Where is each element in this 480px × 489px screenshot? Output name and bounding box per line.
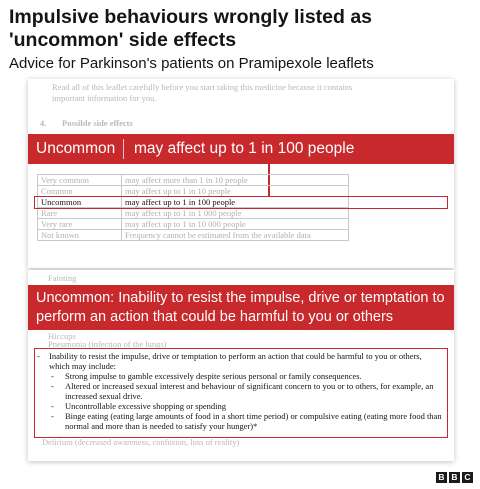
headline: Impulsive behaviours wrongly listed as 'uncommon' side effects [9,6,373,51]
frequency-term: Rare [38,208,122,219]
list-item [51,371,443,381]
frequency-description: may affect up to 1 in 100 people [122,197,349,208]
frequency-description: may affect up to 1 in 1 000 people [122,208,349,219]
faded-side-effect: Delirium (decreased awareness, confusion, loss of reality) [42,437,240,447]
banner-definition: may affect up to 1 in 100 people [134,140,355,157]
list-item [51,411,443,431]
list-intro: Inability to resist the impulse, drive or temptation to perform an action that could be harmful to you or others, which may include: [49,351,422,371]
banner-divider [123,139,124,159]
banner-term: Uncommon [36,140,116,157]
bbc-logo [436,472,473,483]
logo-letter: C [462,472,473,483]
logo-letter: B [436,472,447,483]
frequency-term: Not known [38,230,122,241]
list-item-text: Binge eating (eating large amounts of food in a short time period) or compulsive eating (eating more food than normal and more than is needed to satisfy your hunger)* [65,411,442,431]
list-item-text: Uncontrollable excessive shopping or spending [65,401,226,411]
list-item-text: Strong impulse to gamble excessively despite serious personal or family consequences. [65,371,362,381]
leaflet-excerpt-frequency [28,79,454,268]
uncommon-frequency-banner [28,134,454,164]
logo-letter: B [449,472,460,483]
list-bullet: - [51,411,54,421]
table-row [38,230,349,241]
faded-side-effect: Pneumonia (infection of the lungs) [48,339,167,349]
table-row [38,208,349,219]
frequency-term: Very common [38,175,122,186]
section-title: Possible side effects [62,118,133,128]
table-row [38,219,349,230]
frequency-description: may affect up to 1 in 10 000 people [122,219,349,230]
list-dash: - [37,351,40,361]
frequency-term: Common [38,186,122,197]
frequency-term: Uncommon [38,197,122,208]
impulse-control-banner [28,285,454,330]
list-item-text: Altered or increased sexual interest and behaviour of significant concern to you or to others, for example, an increased sexual drive. [65,381,434,401]
subtitle: Advice for Parkinson's patients on Pramipexole leaflets [9,55,374,72]
frequency-description: may affect up to 1 in 10 people [122,186,349,197]
list-bullet: - [51,381,54,391]
list-bullet: - [51,371,54,381]
section-number: 4. [40,118,47,128]
uncommon-row-highlight-box [34,196,448,209]
impulse-behaviour-list [34,348,448,438]
leaflet-excerpt-side-effects [28,270,454,461]
frequency-description: Frequency cannot be estimated from the available data [122,230,349,241]
faded-side-effect: Fainting [48,273,77,283]
leaflet-intro-line: Read all of this leaflet carefully before you start taking this medicine because it contains [52,82,353,92]
leaflet-intro-line: important information for you. [52,93,157,103]
table-row [38,186,349,197]
list-bullet: - [51,401,54,411]
list-item [51,381,443,401]
banner-text: Uncommon: Inability to resist the impulse, drive or temptation to perform an action that could be harmful to you or others [36,290,445,325]
table-row [38,175,349,186]
list-item [51,401,443,411]
faded-side-effect: Hiccups [48,331,76,341]
behaviour-items [39,371,443,431]
frequency-description: may affect more than 1 in 10 people [122,175,349,186]
frequency-term: Very rare [38,219,122,230]
